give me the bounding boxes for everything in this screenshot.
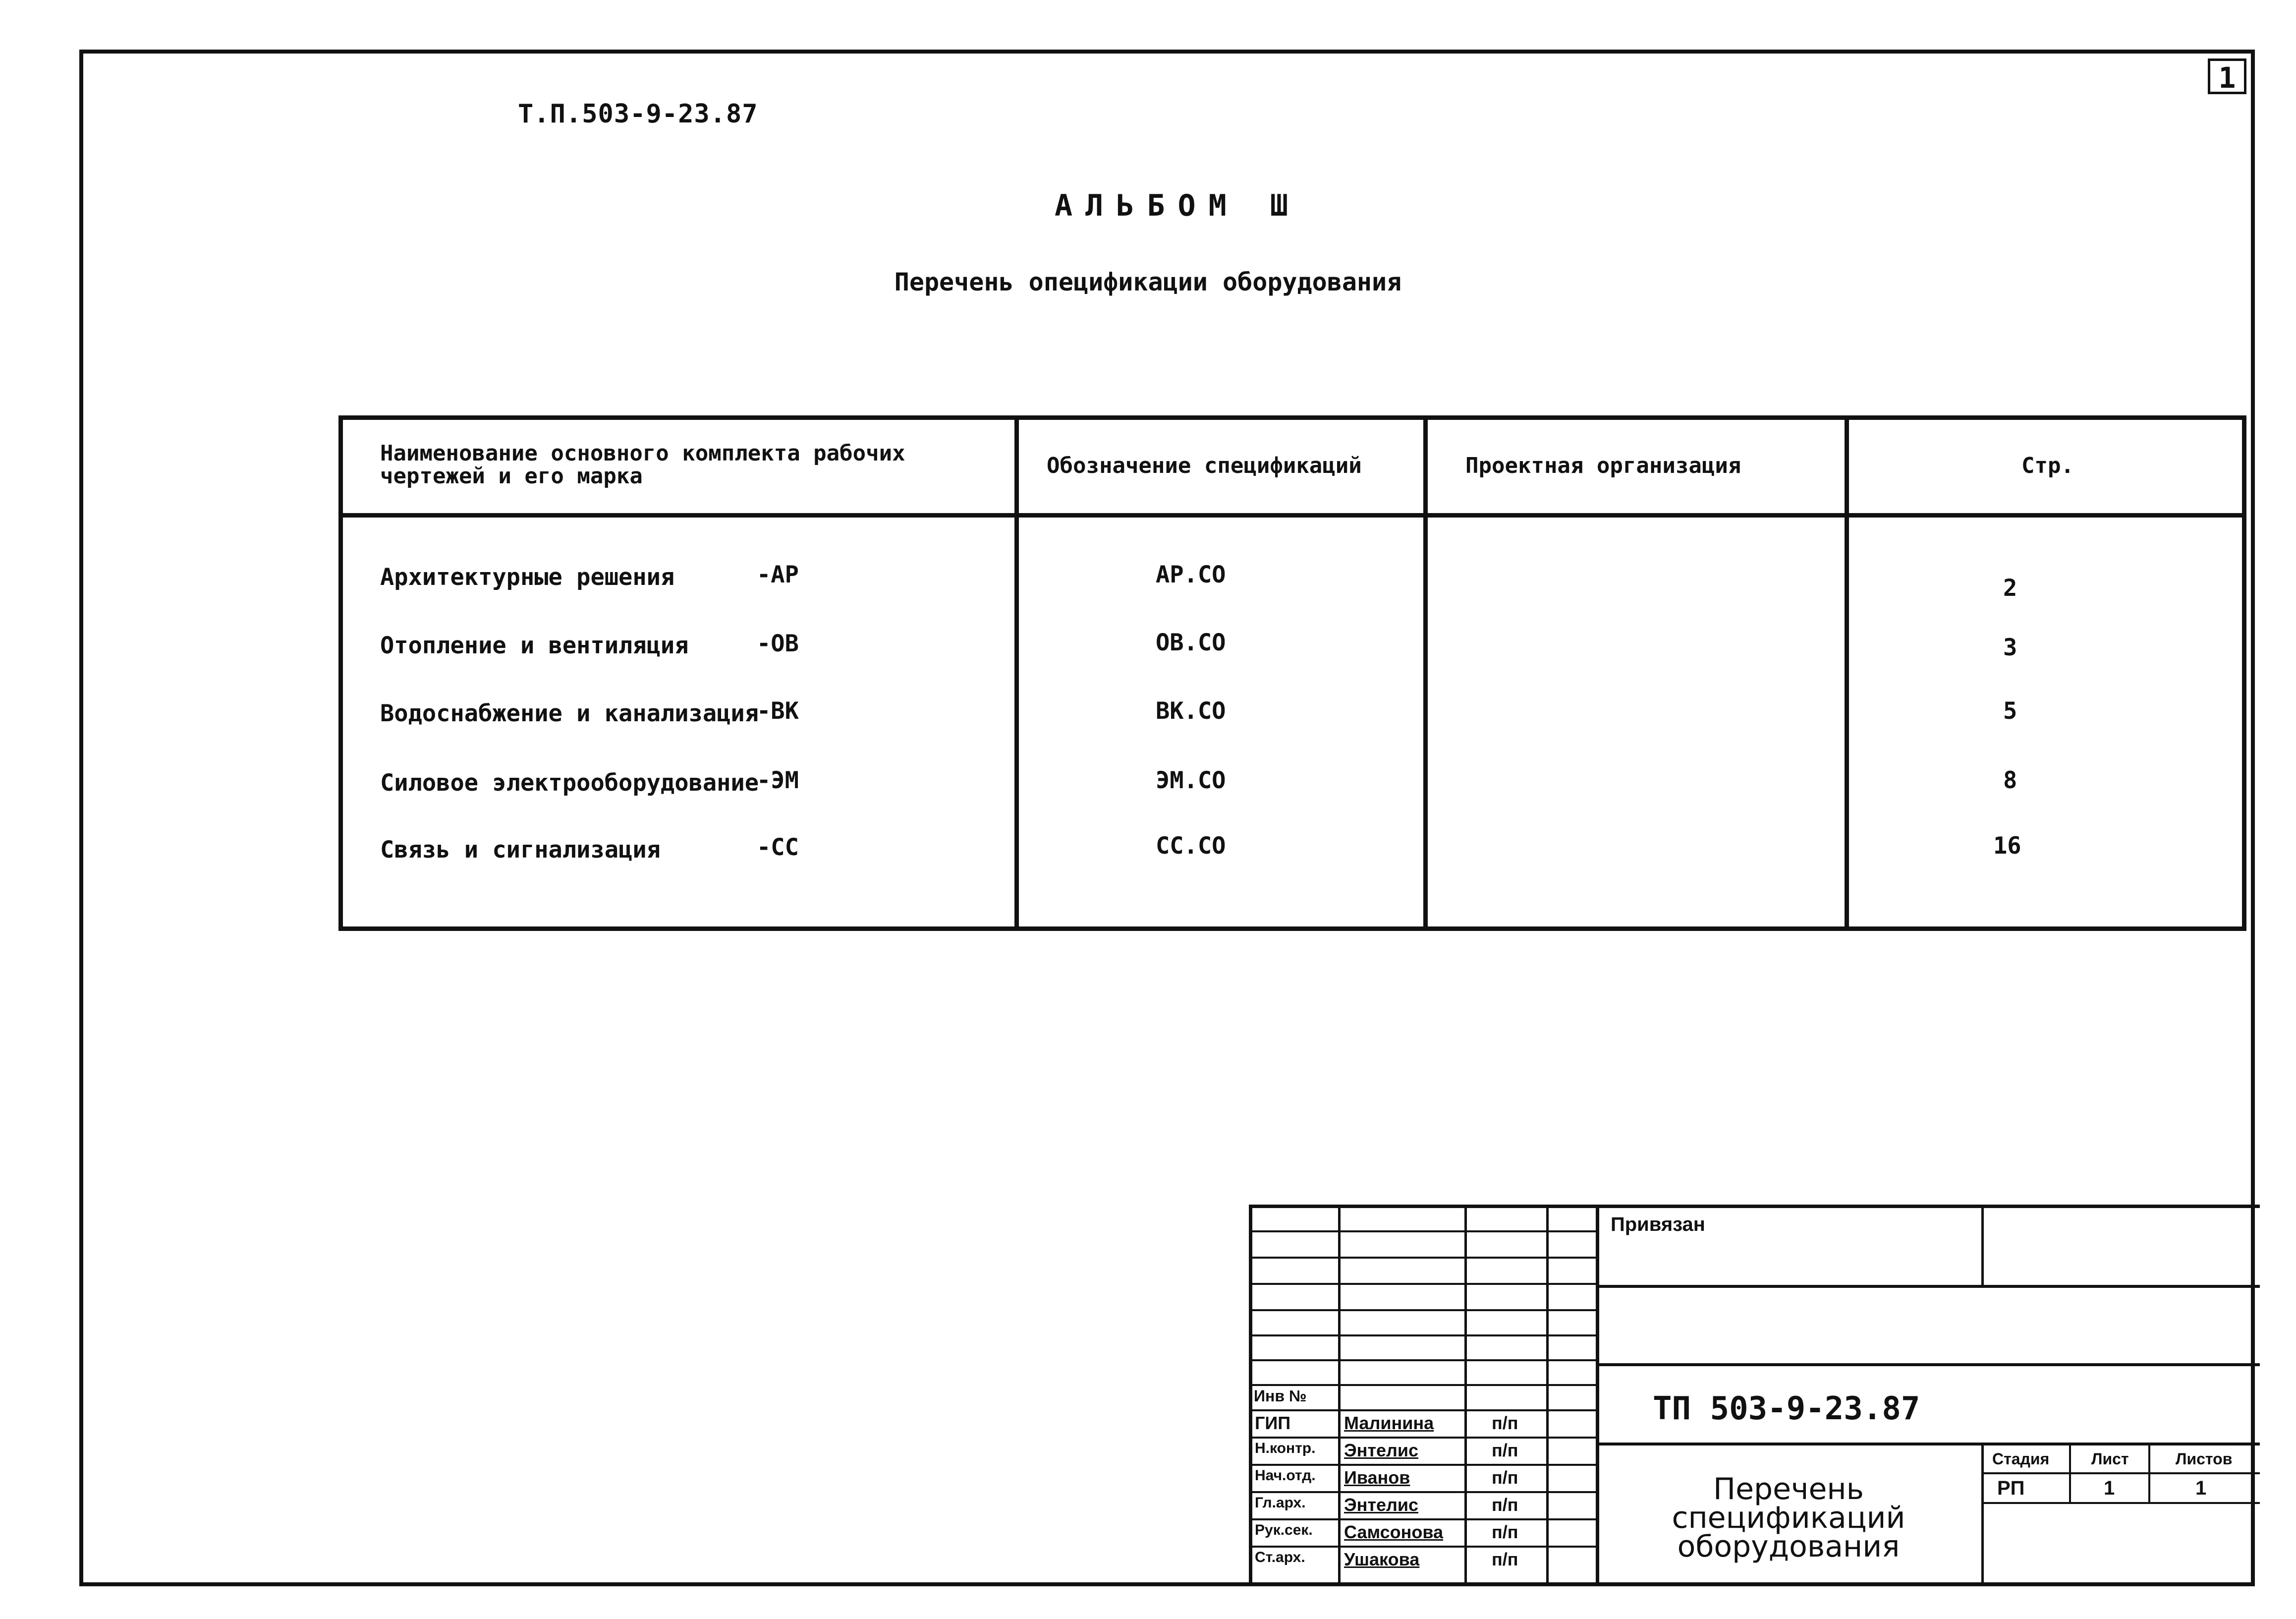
title-line: Перечень [1713,1472,1864,1506]
title-line: оборудования [1677,1529,1900,1564]
row-designation: ОВ.СО [1156,629,1226,656]
sig-role: Рук.сек. [1255,1522,1313,1538]
sig-sign: п/п [1492,1549,1518,1569]
sig-sign: п/п [1492,1495,1518,1515]
row-mark: -ЭМ [757,767,799,794]
sig-name: Ушакова [1344,1549,1420,1569]
subtitle: Перечень опецификации оборудования [894,268,1402,296]
title-block [1249,1205,2260,1586]
header-designation: Обозначение спецификаций [1047,453,1362,478]
sig-sign: п/п [1492,1522,1518,1542]
sig-role: Нач.отд. [1255,1467,1316,1484]
sig-name: Энтелис [1344,1495,1419,1515]
row-page: 16 [1993,832,2021,860]
row-name: Силовое электрооборудование [380,769,759,797]
row-designation: ВК.СО [1156,697,1226,725]
row-name: Отопление и вентиляция [380,632,689,659]
sig-name: Самсонова [1344,1522,1444,1542]
sig-name: Малинина [1344,1413,1434,1433]
row-name: Связь и сигнализация [380,836,661,864]
stage-value: РП [1997,1477,2025,1499]
sig-sign: п/п [1492,1440,1518,1460]
sheets-value: 1 [2195,1477,2207,1499]
sig-role: Н.контр. [1255,1440,1316,1456]
row-designation: АР.СО [1156,561,1226,588]
sig-role: Гл.арх. [1255,1495,1306,1511]
col-divider [1014,420,1019,926]
spec-table [338,415,2246,931]
sheet-header: Лист [2091,1450,2129,1468]
sig-role: Ст.арх. [1255,1549,1305,1565]
row-page: 2 [2003,575,2017,602]
sig-sign: п/п [1492,1467,1518,1488]
row-designation: СС.СО [1156,832,1226,860]
row-page: 8 [2003,767,2017,794]
header-divider [343,513,2242,518]
sig-name: Иванов [1344,1467,1410,1488]
row-mark: -СС [757,834,799,861]
header-page: Стр. [2021,453,2074,478]
bound-label: Привязан [1611,1214,1705,1235]
row-mark: -ОВ [757,630,799,657]
sig-sign: п/п [1492,1413,1518,1433]
col-divider [1845,420,1849,926]
col-divider [1423,420,1428,926]
row-designation: ЭМ.СО [1156,767,1226,794]
stage-header: Стадия [1992,1450,2050,1468]
header-org: Проектная организация [1465,453,1741,478]
title-line: спецификаций [1672,1501,1905,1535]
row-page: 5 [2003,697,2017,725]
sheets-header: Листов [2176,1450,2233,1468]
row-name: Водоснабжение и канализация [380,700,759,727]
sheet-value: 1 [2104,1477,2115,1499]
inv-label: Инв № [1254,1387,1307,1405]
title-block-doc-code: ТП 503-9-23.87 [1653,1390,1920,1427]
sheet-number: 1 [2208,58,2246,94]
album-title: АЛЬБОМ Ш [1055,188,1301,223]
row-mark: -ВК [757,697,799,725]
doc-code-header: Т.П.503-9-23.87 [518,99,758,129]
sig-role: ГИП [1255,1413,1291,1433]
header-name: Наименование основного комплекта рабочих чертежей и его марка [380,441,905,489]
sig-name: Энтелис [1344,1440,1419,1460]
row-name: Архитектурные решения [380,564,675,591]
row-page: 3 [2003,634,2017,661]
row-mark: -АР [757,561,799,588]
